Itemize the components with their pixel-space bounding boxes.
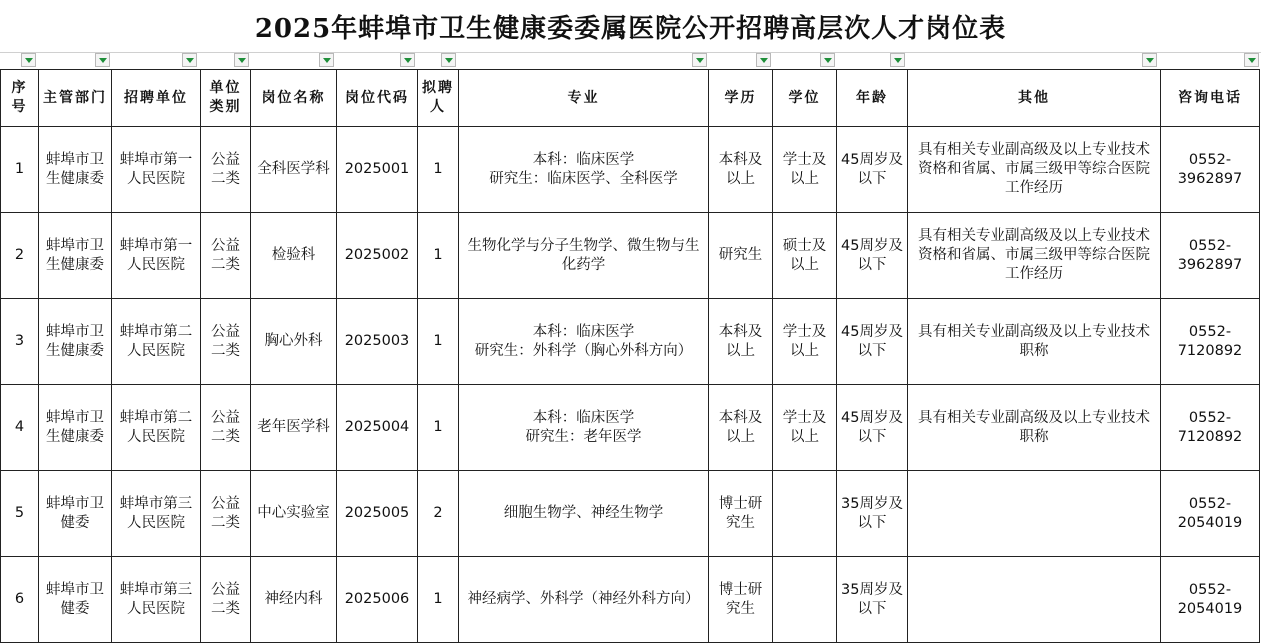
cell-index[interactable]: 5: [1, 471, 39, 557]
cell-count[interactable]: 1: [418, 127, 459, 213]
cell-degree[interactable]: 学士及以上: [773, 299, 837, 385]
cell-education[interactable]: 博士研究生: [709, 471, 773, 557]
cell-major[interactable]: 本科：临床医学 研究生：临床医学、全科医学: [459, 127, 709, 213]
cell-major[interactable]: 本科：临床医学 研究生：老年医学: [459, 385, 709, 471]
cell-employer[interactable]: 蚌埠市第三人民医院: [112, 557, 201, 643]
cell-index[interactable]: 6: [1, 557, 39, 643]
cell-phone[interactable]: 0552-7120892: [1161, 299, 1260, 385]
cell-index[interactable]: 3: [1, 299, 39, 385]
cell-code[interactable]: 2025004: [337, 385, 418, 471]
cell-employer[interactable]: 蚌埠市第三人民医院: [112, 471, 201, 557]
cell-other[interactable]: 具有相关专业副高级及以上专业技术资格和省属、市属三级甲等综合医院工作经历: [908, 127, 1161, 213]
table-row: [1, 213, 1260, 299]
cell-count[interactable]: 1: [418, 557, 459, 643]
cell-age[interactable]: 45周岁及以下: [837, 213, 908, 299]
table-row: [1, 127, 1260, 213]
cell-phone[interactable]: 0552-3962897: [1161, 213, 1260, 299]
col-header-education[interactable]: 学历: [709, 70, 773, 127]
cell-major[interactable]: 生物化学与分子生物学、微生物与生化药学: [459, 213, 709, 299]
cell-department[interactable]: 蚌埠市卫生健康委: [39, 385, 112, 471]
col-header-degree[interactable]: 学位: [773, 70, 837, 127]
cell-position[interactable]: 胸心外科: [251, 299, 337, 385]
table-row: [1, 471, 1260, 557]
table-row: [1, 385, 1260, 471]
filter-dropdown-icon[interactable]: [21, 53, 36, 67]
cell-employer[interactable]: 蚌埠市第二人民医院: [112, 385, 201, 471]
cell-other[interactable]: 具有相关专业副高级及以上专业技术资格和省属、市属三级甲等综合医院工作经历: [908, 213, 1161, 299]
col-header-position[interactable]: 岗位名称: [251, 70, 337, 127]
cell-phone[interactable]: 0552-3962897: [1161, 127, 1260, 213]
cell-category[interactable]: 公益二类: [201, 557, 251, 643]
cell-position[interactable]: 全科医学科: [251, 127, 337, 213]
cell-education[interactable]: 本科及以上: [709, 127, 773, 213]
table-row: [1, 299, 1260, 385]
cell-degree[interactable]: [773, 557, 837, 643]
cell-department[interactable]: 蚌埠市卫生健康委: [39, 213, 112, 299]
cell-education[interactable]: 本科及以上: [709, 385, 773, 471]
sheet-title: 2025年蚌埠市卫生健康委委属医院公开招聘高层次人才岗位表: [254, 13, 1007, 44]
cell-category[interactable]: 公益二类: [201, 127, 251, 213]
col-header-department[interactable]: 主管部门: [39, 70, 112, 127]
cell-phone[interactable]: 0552-7120892: [1161, 385, 1260, 471]
cell-count[interactable]: 2: [418, 471, 459, 557]
cell-other[interactable]: [908, 557, 1161, 643]
cell-department[interactable]: 蚌埠市卫健委: [39, 471, 112, 557]
filter-dropdown-icon[interactable]: [890, 53, 905, 67]
cell-position[interactable]: 检验科: [251, 213, 337, 299]
col-header-index[interactable]: 序号: [1, 70, 39, 127]
cell-index[interactable]: 4: [1, 385, 39, 471]
cell-major[interactable]: 细胞生物学、神经生物学: [459, 471, 709, 557]
col-header-major[interactable]: 专业: [459, 70, 709, 127]
cell-code[interactable]: 2025003: [337, 299, 418, 385]
cell-age[interactable]: 35周岁及以下: [837, 557, 908, 643]
cell-category[interactable]: 公益二类: [201, 213, 251, 299]
cell-degree[interactable]: [773, 471, 837, 557]
cell-category[interactable]: 公益二类: [201, 299, 251, 385]
cell-phone[interactable]: 0552-2054019: [1161, 557, 1260, 643]
filter-dropdown-icon[interactable]: [1142, 53, 1157, 67]
col-header-phone[interactable]: 咨询电话: [1161, 70, 1260, 127]
col-header-other[interactable]: 其他: [908, 70, 1161, 127]
cell-department[interactable]: 蚌埠市卫生健康委: [39, 299, 112, 385]
filter-dropdown-icon[interactable]: [756, 53, 771, 67]
cell-other[interactable]: [908, 471, 1161, 557]
col-header-age[interactable]: 年龄: [837, 70, 908, 127]
cell-degree[interactable]: 硕士及以上: [773, 213, 837, 299]
cell-education[interactable]: 研究生: [709, 213, 773, 299]
cell-degree[interactable]: 学士及以上: [773, 127, 837, 213]
cell-age[interactable]: 45周岁及以下: [837, 299, 908, 385]
cell-education[interactable]: 博士研究生: [709, 557, 773, 643]
cell-age[interactable]: 35周岁及以下: [837, 471, 908, 557]
filter-dropdown-icon[interactable]: [319, 53, 334, 67]
positions-table: [0, 69, 1260, 643]
filter-dropdown-icon[interactable]: [234, 53, 249, 67]
cell-department[interactable]: 蚌埠市卫生健康委: [39, 127, 112, 213]
cell-age[interactable]: 45周岁及以下: [837, 127, 908, 213]
cell-code[interactable]: 2025006: [337, 557, 418, 643]
filter-dropdown-icon[interactable]: [95, 53, 110, 67]
cell-degree[interactable]: 学士及以上: [773, 385, 837, 471]
cell-phone[interactable]: 0552-2054019: [1161, 471, 1260, 557]
filter-dropdown-icon[interactable]: [1244, 53, 1259, 67]
filter-dropdown-icon[interactable]: [692, 53, 707, 67]
cell-category[interactable]: 公益二类: [201, 471, 251, 557]
header-row: [1, 70, 1260, 127]
cell-position[interactable]: 中心实验室: [251, 471, 337, 557]
table-row: [1, 557, 1260, 643]
cell-code[interactable]: 2025005: [337, 471, 418, 557]
title-row: [0, 0, 1261, 53]
cell-major[interactable]: 本科：临床医学 研究生：外科学（胸心外科方向）: [459, 299, 709, 385]
cell-department[interactable]: 蚌埠市卫健委: [39, 557, 112, 643]
col-header-category[interactable]: 单位类别: [201, 70, 251, 127]
cell-position[interactable]: 神经内科: [251, 557, 337, 643]
col-header-employer[interactable]: 招聘单位: [112, 70, 201, 127]
col-header-code[interactable]: 岗位代码: [337, 70, 418, 127]
cell-major[interactable]: 神经病学、外科学（神经外科方向）: [459, 557, 709, 643]
cell-age[interactable]: 45周岁及以下: [837, 385, 908, 471]
cell-count[interactable]: 1: [418, 299, 459, 385]
cell-count[interactable]: 1: [418, 213, 459, 299]
cell-position[interactable]: 老年医学科: [251, 385, 337, 471]
cell-category[interactable]: 公益二类: [201, 385, 251, 471]
filter-dropdown-icon[interactable]: [400, 53, 415, 67]
filter-dropdown-icon[interactable]: [441, 53, 456, 67]
cell-education[interactable]: 本科及以上: [709, 299, 773, 385]
cell-code[interactable]: 2025002: [337, 213, 418, 299]
cell-count[interactable]: 1: [418, 385, 459, 471]
filter-dropdown-icon[interactable]: [182, 53, 197, 67]
cell-code[interactable]: 2025001: [337, 127, 418, 213]
cell-employer[interactable]: 蚌埠市第一人民医院: [112, 127, 201, 213]
cell-other[interactable]: 具有相关专业副高级及以上专业技术职称: [908, 299, 1161, 385]
cell-other[interactable]: 具有相关专业副高级及以上专业技术职称: [908, 385, 1161, 471]
filter-dropdown-icon[interactable]: [820, 53, 835, 67]
col-header-count[interactable]: 拟聘人: [418, 70, 459, 127]
cell-index[interactable]: 1: [1, 127, 39, 213]
filter-row: [0, 52, 1261, 69]
cell-employer[interactable]: 蚌埠市第二人民医院: [112, 299, 201, 385]
cell-employer[interactable]: 蚌埠市第一人民医院: [112, 213, 201, 299]
cell-index[interactable]: 2: [1, 213, 39, 299]
